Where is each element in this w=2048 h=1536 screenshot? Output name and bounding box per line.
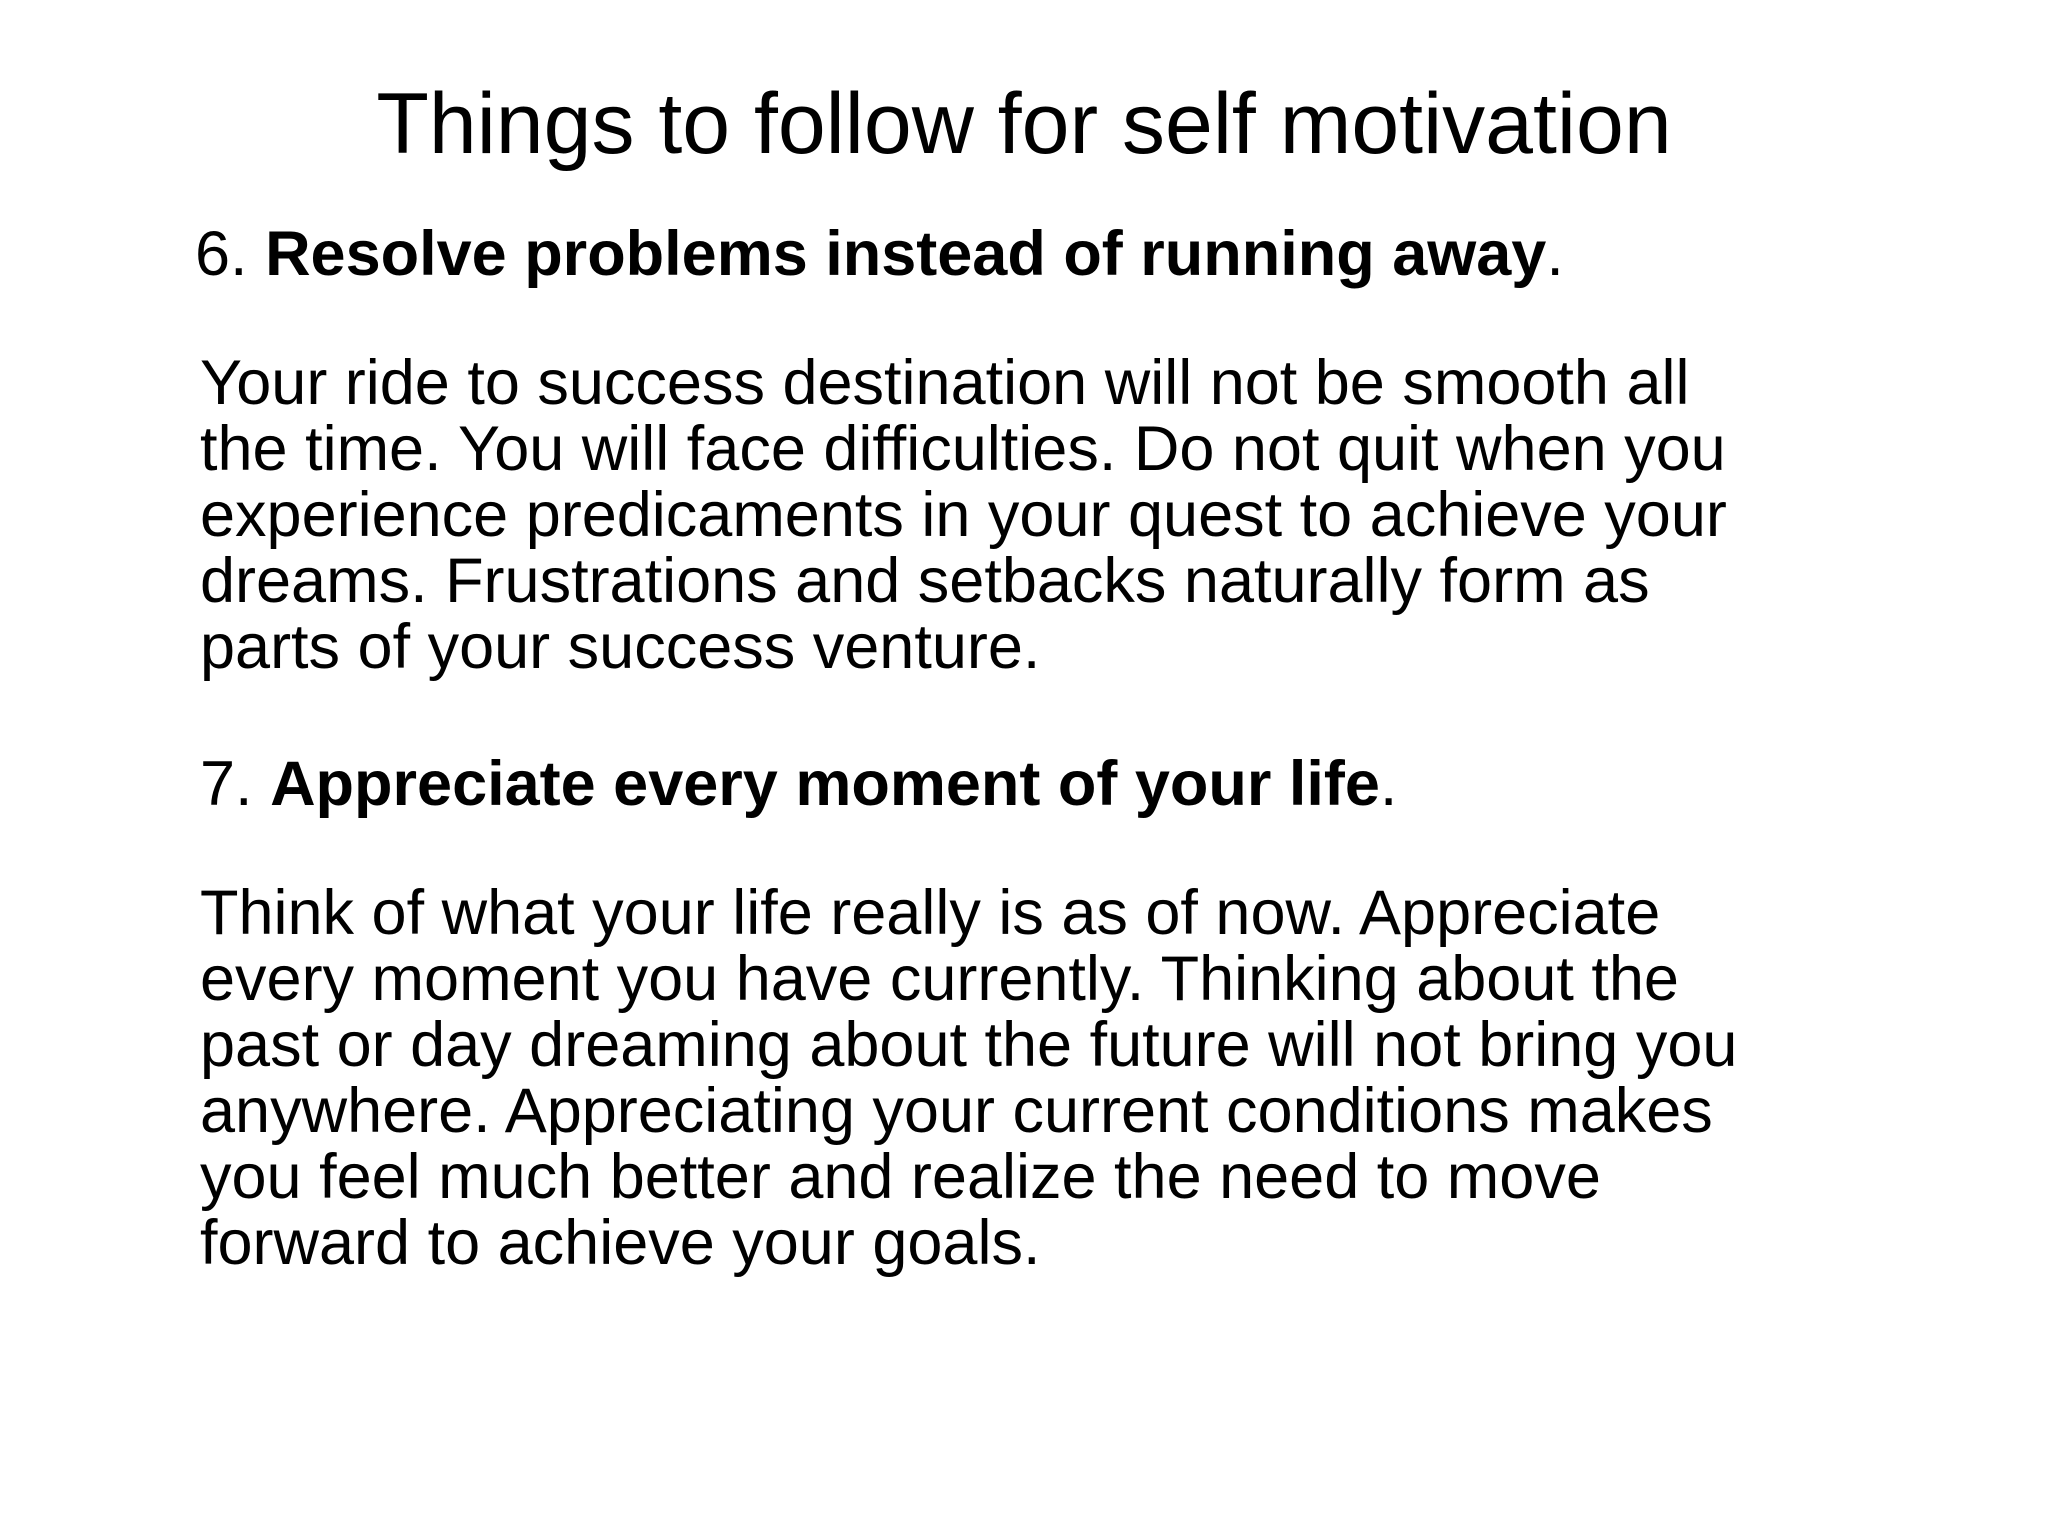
item-6-title: Resolve problems instead of running away <box>265 219 1547 289</box>
item-7-body-line: past or day dreaming about the future will not bring you <box>200 1010 1738 1080</box>
item-6-body-line: Your ride to success destination will not be smooth all <box>200 348 1690 418</box>
item-6-number: 6. <box>195 219 248 289</box>
item-7-body-line: Think of what your life really is as of now. Appreciate <box>200 878 1661 948</box>
item-6-heading <box>195 218 1564 290</box>
item-6-period: . <box>1546 219 1564 289</box>
item-7-number: 7. <box>200 749 253 819</box>
slide-title: Things to follow for self motivation <box>376 76 1672 172</box>
item-7-title: Appreciate every moment of your life <box>270 749 1380 819</box>
item-7-heading <box>200 748 1397 820</box>
item-7-body-line: forward to achieve your goals. <box>200 1208 1041 1278</box>
item-7-body <box>200 880 1737 1276</box>
item-7-body-line: anywhere. Appreciating your current conditions makes <box>200 1076 1713 1146</box>
item-7-body-line: you feel much better and realize the need to move <box>200 1142 1601 1212</box>
item-6-body-line: parts of your success venture. <box>200 612 1041 682</box>
item-6-body-line: experience predicaments in your quest to achieve your <box>200 480 1727 550</box>
item-6-body <box>200 350 1727 680</box>
item-7-period: . <box>1379 749 1398 819</box>
item-7-body-line: every moment you have currently. Thinking about the <box>200 944 1679 1014</box>
item-6-body-line: the time. You will face difficulties. Do not quit when you <box>200 414 1726 484</box>
item-6-body-line: dreams. Frustrations and setbacks naturally form as <box>200 546 1650 616</box>
